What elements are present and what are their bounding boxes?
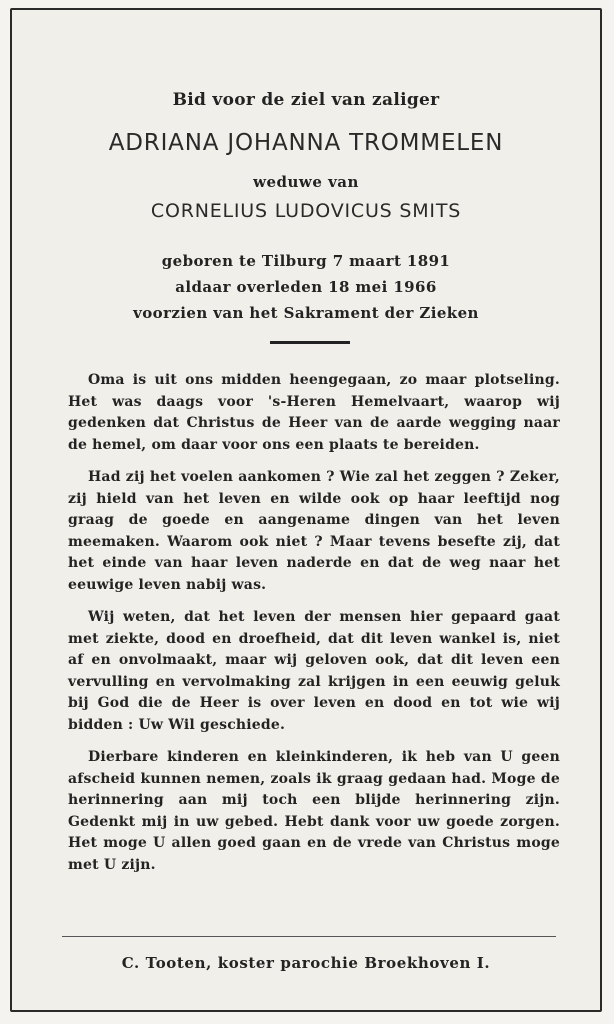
spouse-name: CORNELIUS LUDOVICUS SMITS: [150, 200, 462, 222]
deceased-name: ADRIANA JOHANNA TROMMELEN: [108, 130, 504, 156]
paragraph: Dierbare kinderen en kleinkinderen, ik heb van U geen afscheid kunnen nemen, zoals ik graag gedaan had. Moge de herinnering aan mij toch een blijde herinnering zijn. Gedenkt mij in uw gebed. Hebt dank voor uw goede zorgen. Het moge U allen goed gaan en de vrede van Christus moge met U zijn.: [68, 749, 560, 873]
birth-line: geboren te Tilburg 7 maart 1891: [161, 252, 451, 270]
paragraph: Wij weten, dat het leven der mensen hier gepaard gaat met ziekte, dood en droefheid, dat dit leven wankel is, niet af en onvolmaakt, maar wij geloven ook, dat dit leven een vervulling en vervolmaking zal krijgen in een eeuwig geluk bij God die de Heer is over leven en dood en tot wie wij bidden : Uw Wil geschiede.: [68, 609, 560, 733]
paragraph: Oma is uit ons midden heengegaan, zo maar plotseling. Het was daags voor 's-Heren Hemelvaart, waarop wij gedenken dat Christus de Heer van de aarde wegging naar de hemel, om daar voor ons een plaats te bereiden.: [68, 372, 560, 453]
sacrament-line: voorzien van het Sakrament der Zieken: [133, 304, 479, 322]
memorial-card: [10, 8, 602, 1012]
widow-of-label: weduwe van: [253, 173, 359, 191]
printer-credit: C. Tooten, koster parochie Broekhoven I.: [121, 954, 491, 972]
divider-line: [270, 341, 350, 344]
footer-divider: [62, 936, 556, 937]
prayer-intro: Bid voor de ziel van zaliger: [172, 90, 440, 110]
life-details: [12, 248, 600, 326]
memorial-text: [68, 370, 560, 887]
paragraph: Had zij het voelen aankomen ? Wie zal het zeggen ? Zeker, zij hield van het leven en wilde ook op haar leeftijd nog graag de goede en aangename dingen van het leven meemaken. Waarom ook niet ? Maar tevens besefte zij, dat het einde van haar leven naderde en dat de weg naar het eeuwige leven nabij was.: [68, 469, 560, 593]
death-line: aldaar overleden 18 mei 1966: [175, 278, 437, 296]
